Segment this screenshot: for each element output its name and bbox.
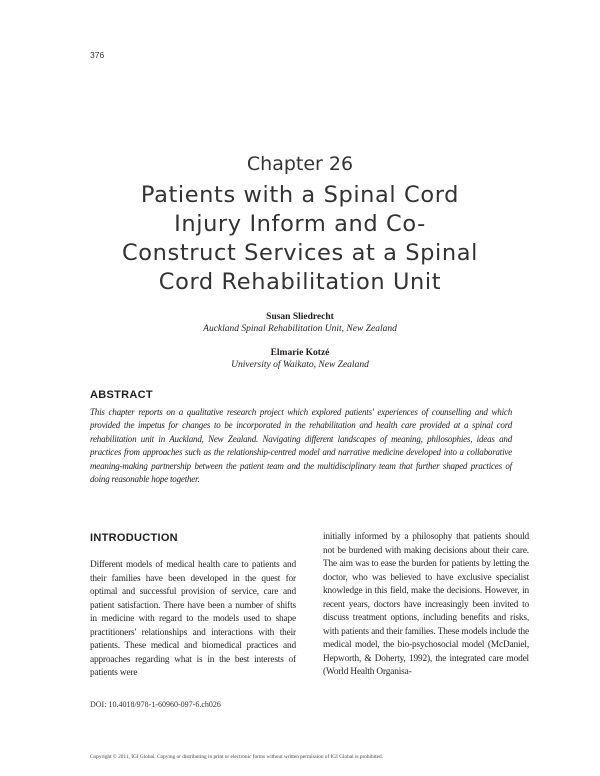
author-name: Elmarie Kotzé (270, 348, 330, 358)
page-number: 376 (90, 50, 105, 60)
doi: DOI: 10.4018/978-1-60960-097-6.ch026 (90, 700, 221, 709)
title-line: Patients with a Spinal Cord (140, 182, 460, 208)
chapter-label: Chapter 26 (246, 153, 354, 175)
copyright-notice: Copyright © 2011, IGI Global. Copying or distributing in print or electronic forms without written permission of IGI Global is prohibited. (90, 754, 383, 760)
title-line: Cord Rehabilitation Unit (158, 269, 442, 295)
author-affiliation: University of Waikato, New Zealand (231, 360, 369, 370)
author-block (0, 347, 600, 371)
chapter-title (90, 181, 510, 297)
title-line: Injury Inform and Co- (174, 211, 426, 237)
author-affiliation: Auckland Spinal Rehabilitation Unit, New Zealand (203, 324, 397, 334)
introduction-heading: INTRODUCTION (90, 532, 178, 544)
abstract-text: This chapter reports on a qualitative research project which explored patients' experiences of counselling and which provided the impetus for changes to be incorporated in the rehabilitation and health care provided at a spinal cord rehabilitation unit in Auckland, New Zealand. Navigating different landscapes of meaning, philosophies, ideas and practices from approaches such as the relationship-centred model and narrative medicine developed into a collaborative meaning-making partnership between the patient team and the multidisciplinary team that further shaped practices of doing reasonable hope together. (90, 407, 512, 485)
author-name: Susan Sliedrecht (266, 312, 334, 322)
abstract-heading: ABSTRACT (90, 389, 153, 401)
author-block (0, 311, 600, 335)
title-line: Construct Services at a Spinal (122, 240, 478, 266)
introduction-right-column: initially informed by a philosophy that patients should not be burdened with making decisions about their care. The aim was to ease the burden for patients by letting the doctor, who was believed to have exclusive specialist knowledge in this field, make the decisions. However, in recent years, doctors have increasingly been invited to discuss treatment options, including benefits and risks, with patients and their families. These models include the medical model, the bio-psychosocial model (McDaniel, Hepworth, & Doherty, 1992), the integrated care model (World Health Organisa- (323, 532, 529, 677)
introduction-left-column: Different models of medical health care to patients and their families have been developed in the quest for optimal and successful provision of service, care and patient satisfaction. There have been a number of shifts in medicine with regard to the models used to shape practitioners' relationships and interactions with their patients. These medical and biomedical practices and approaches regarding what is in the best interests of patients were (90, 560, 296, 678)
